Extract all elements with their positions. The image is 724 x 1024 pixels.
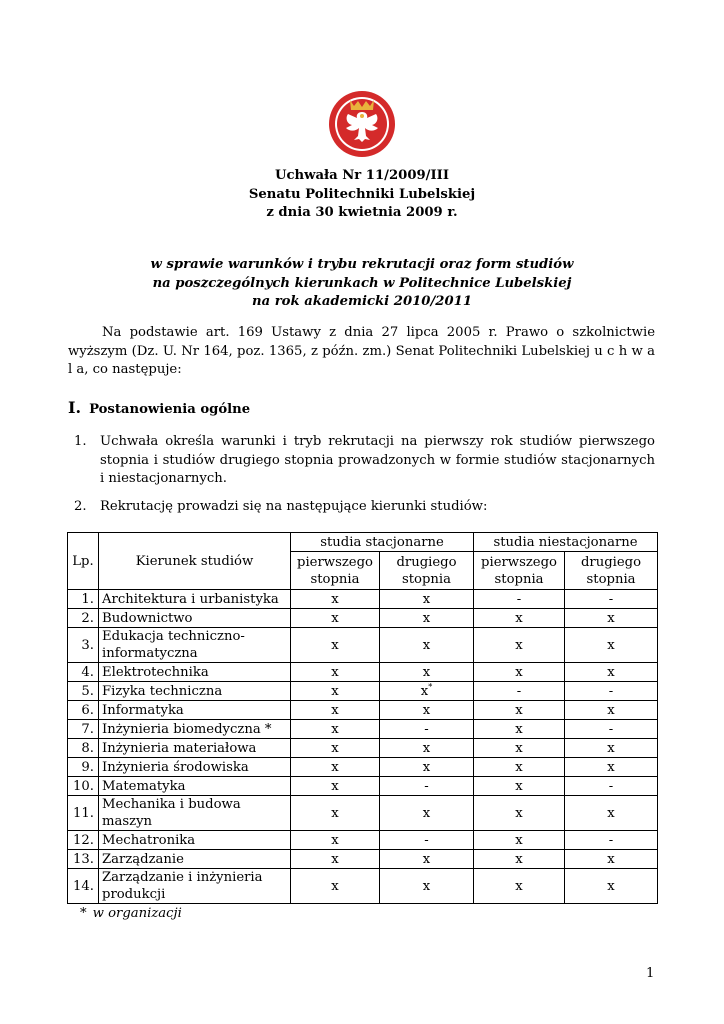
cell-lp: 12. bbox=[68, 831, 99, 850]
table-row bbox=[68, 628, 658, 663]
cell-n2: x bbox=[565, 628, 658, 663]
cell-s2: - bbox=[380, 831, 474, 850]
table-row bbox=[68, 850, 658, 869]
cell-n2: x bbox=[565, 796, 658, 831]
cell-n1: x bbox=[474, 850, 565, 869]
list-item-text: Rekrutację prowadzi się na następujące kierunki studiów: bbox=[100, 499, 488, 514]
cell-name: Informatyka bbox=[99, 701, 291, 720]
cell-lp: 11. bbox=[68, 796, 99, 831]
section-number: I. bbox=[68, 398, 82, 417]
cell-n1: - bbox=[474, 590, 565, 609]
cell-n1: x bbox=[474, 777, 565, 796]
cell-s1: x bbox=[291, 701, 380, 720]
cell-s1: x bbox=[291, 590, 380, 609]
cell-name: Architektura i urbanistyka bbox=[99, 590, 291, 609]
cell-s2: x bbox=[380, 701, 474, 720]
cell-n1: x bbox=[474, 796, 565, 831]
cell-lp: 10. bbox=[68, 777, 99, 796]
cell-lp: 1. bbox=[68, 590, 99, 609]
footnote-text: w organizacji bbox=[92, 906, 182, 921]
header-stacjonarne: studia stacjonarne bbox=[291, 533, 474, 552]
university-logo-icon bbox=[328, 90, 396, 158]
cell-s2: x bbox=[380, 590, 474, 609]
cell-lp: 9. bbox=[68, 758, 99, 777]
resolution-subject bbox=[0, 256, 724, 312]
cell-lp: 3. bbox=[68, 628, 99, 663]
table-row bbox=[68, 701, 658, 720]
preamble-paragraph bbox=[68, 324, 655, 380]
preamble-text: Na podstawie art. 169 Ustawy z dnia 27 lipca 2005 r. Prawo o szkolnictwie wyższym (Dz. U. Nr 164, poz. 1365, z późn. zm.) Senat Politechniki Lubelskiej u c h w a l a, co następuje: bbox=[68, 325, 655, 377]
study-programs-table bbox=[67, 532, 658, 904]
cell-n1: - bbox=[474, 682, 565, 701]
cell-n2: x bbox=[565, 758, 658, 777]
table-row bbox=[68, 739, 658, 758]
header-niestacjonarne: studia niestacjonarne bbox=[474, 533, 658, 552]
table-row bbox=[68, 796, 658, 831]
cell-s2: x bbox=[380, 663, 474, 682]
cell-s1: x bbox=[291, 739, 380, 758]
cell-lp: 5. bbox=[68, 682, 99, 701]
subject-line-1: w sprawie warunków i trybu rekrutacji oraz form studiów bbox=[150, 257, 574, 272]
subject-line-3: na rok akademicki 2010/2011 bbox=[252, 294, 472, 309]
cell-s2-value: x bbox=[420, 683, 429, 699]
cell-s2: x bbox=[380, 869, 474, 904]
header-pierwszego: pierwszego stopnia bbox=[291, 552, 380, 590]
list-item-number: 2. bbox=[74, 499, 87, 514]
cell-n1: x bbox=[474, 739, 565, 758]
cell-n2: - bbox=[565, 682, 658, 701]
footnote-mark: * bbox=[428, 682, 433, 692]
cell-s1: x bbox=[291, 758, 380, 777]
cell-n1: x bbox=[474, 831, 565, 850]
cell-s2: x bbox=[380, 739, 474, 758]
cell-n2: x bbox=[565, 663, 658, 682]
cell-n2: - bbox=[565, 777, 658, 796]
cell-s2 bbox=[380, 682, 474, 701]
cell-name: Mechanika i budowa maszyn bbox=[99, 796, 291, 831]
cell-s1: x bbox=[291, 609, 380, 628]
cell-name: Budownictwo bbox=[99, 609, 291, 628]
cell-s1: x bbox=[291, 850, 380, 869]
section-title: Postanowienia ogólne bbox=[89, 402, 251, 417]
cell-name: Inżynieria biomedyczna * bbox=[99, 720, 291, 739]
cell-s1: x bbox=[291, 869, 380, 904]
cell-lp: 4. bbox=[68, 663, 99, 682]
cell-s2: x bbox=[380, 628, 474, 663]
cell-name: Mechatronika bbox=[99, 831, 291, 850]
title-line-1: Uchwała Nr 11/2009/III bbox=[274, 168, 449, 183]
cell-n2: x bbox=[565, 869, 658, 904]
cell-s1: x bbox=[291, 682, 380, 701]
list-item-text: Uchwała określa warunki i tryb rekrutacji na pierwszy rok studiów pierwszego stopnia i studiów drugiego stopnia prowadzonych w formie studiów stacjonarnych i niestacjonarnych. bbox=[100, 434, 655, 486]
cell-s2: x bbox=[380, 796, 474, 831]
cell-n1: x bbox=[474, 628, 565, 663]
header-drugiego: drugiego stopnia bbox=[380, 552, 474, 590]
cell-n2: x bbox=[565, 701, 658, 720]
table-row bbox=[68, 758, 658, 777]
list-item-number: 1. bbox=[74, 434, 87, 449]
cell-lp: 14. bbox=[68, 869, 99, 904]
cell-n1: x bbox=[474, 720, 565, 739]
cell-n2: x bbox=[565, 609, 658, 628]
cell-lp: 2. bbox=[68, 609, 99, 628]
cell-s1: x bbox=[291, 720, 380, 739]
table-row bbox=[68, 720, 658, 739]
title-line-3: z dnia 30 kwietnia 2009 r. bbox=[266, 205, 458, 220]
cell-name: Inżynieria środowiska bbox=[99, 758, 291, 777]
cell-lp: 13. bbox=[68, 850, 99, 869]
table-row bbox=[68, 831, 658, 850]
cell-s1: x bbox=[291, 663, 380, 682]
cell-n2: - bbox=[565, 590, 658, 609]
table-row bbox=[68, 590, 658, 609]
cell-s2: x bbox=[380, 850, 474, 869]
cell-n2: - bbox=[565, 831, 658, 850]
header-pierwszego: pierwszego stopnia bbox=[474, 552, 565, 590]
header-lp: Lp. bbox=[68, 533, 99, 590]
cell-s2: x bbox=[380, 758, 474, 777]
cell-name: Zarządzanie i inżynieria produkcji bbox=[99, 869, 291, 904]
cell-s2: - bbox=[380, 777, 474, 796]
footnote-mark: * bbox=[80, 906, 87, 921]
cell-n1: x bbox=[474, 701, 565, 720]
cell-n2: x bbox=[565, 850, 658, 869]
table-row bbox=[68, 777, 658, 796]
cell-name: Fizyka techniczna bbox=[99, 682, 291, 701]
table-row bbox=[68, 682, 658, 701]
subject-line-2: na poszczególnych kierunkach w Politechnice Lubelskiej bbox=[152, 275, 572, 291]
cell-s1: x bbox=[291, 777, 380, 796]
cell-s1: x bbox=[291, 628, 380, 663]
cell-n1: x bbox=[474, 609, 565, 628]
cell-name: Edukacja techniczno-informatyczna bbox=[99, 628, 291, 663]
section-heading bbox=[68, 398, 250, 417]
cell-n1: x bbox=[474, 758, 565, 777]
cell-name: Matematyka bbox=[99, 777, 291, 796]
cell-name: Elektrotechnika bbox=[99, 663, 291, 682]
header-kierunek: Kierunek studiów bbox=[99, 533, 291, 590]
cell-s2: - bbox=[380, 720, 474, 739]
cell-name: Zarządzanie bbox=[99, 850, 291, 869]
cell-n2: - bbox=[565, 720, 658, 739]
cell-lp: 8. bbox=[68, 739, 99, 758]
cell-lp: 6. bbox=[68, 701, 99, 720]
table-row bbox=[68, 663, 658, 682]
cell-n1: x bbox=[474, 869, 565, 904]
table-footnote bbox=[80, 906, 182, 921]
cell-name: Inżynieria materiałowa bbox=[99, 739, 291, 758]
cell-lp: 7. bbox=[68, 720, 99, 739]
page-number: 1 bbox=[646, 966, 655, 981]
title-line-2: Senatu Politechniki Lubelskiej bbox=[248, 186, 476, 202]
cell-s1: x bbox=[291, 831, 380, 850]
cell-s2: x bbox=[380, 609, 474, 628]
resolution-title bbox=[0, 167, 724, 223]
cell-n1: x bbox=[474, 663, 565, 682]
header-drugiego: drugiego stopnia bbox=[565, 552, 658, 590]
table-row bbox=[68, 869, 658, 904]
cell-n2: x bbox=[565, 739, 658, 758]
cell-s1: x bbox=[291, 796, 380, 831]
table-row bbox=[68, 609, 658, 628]
